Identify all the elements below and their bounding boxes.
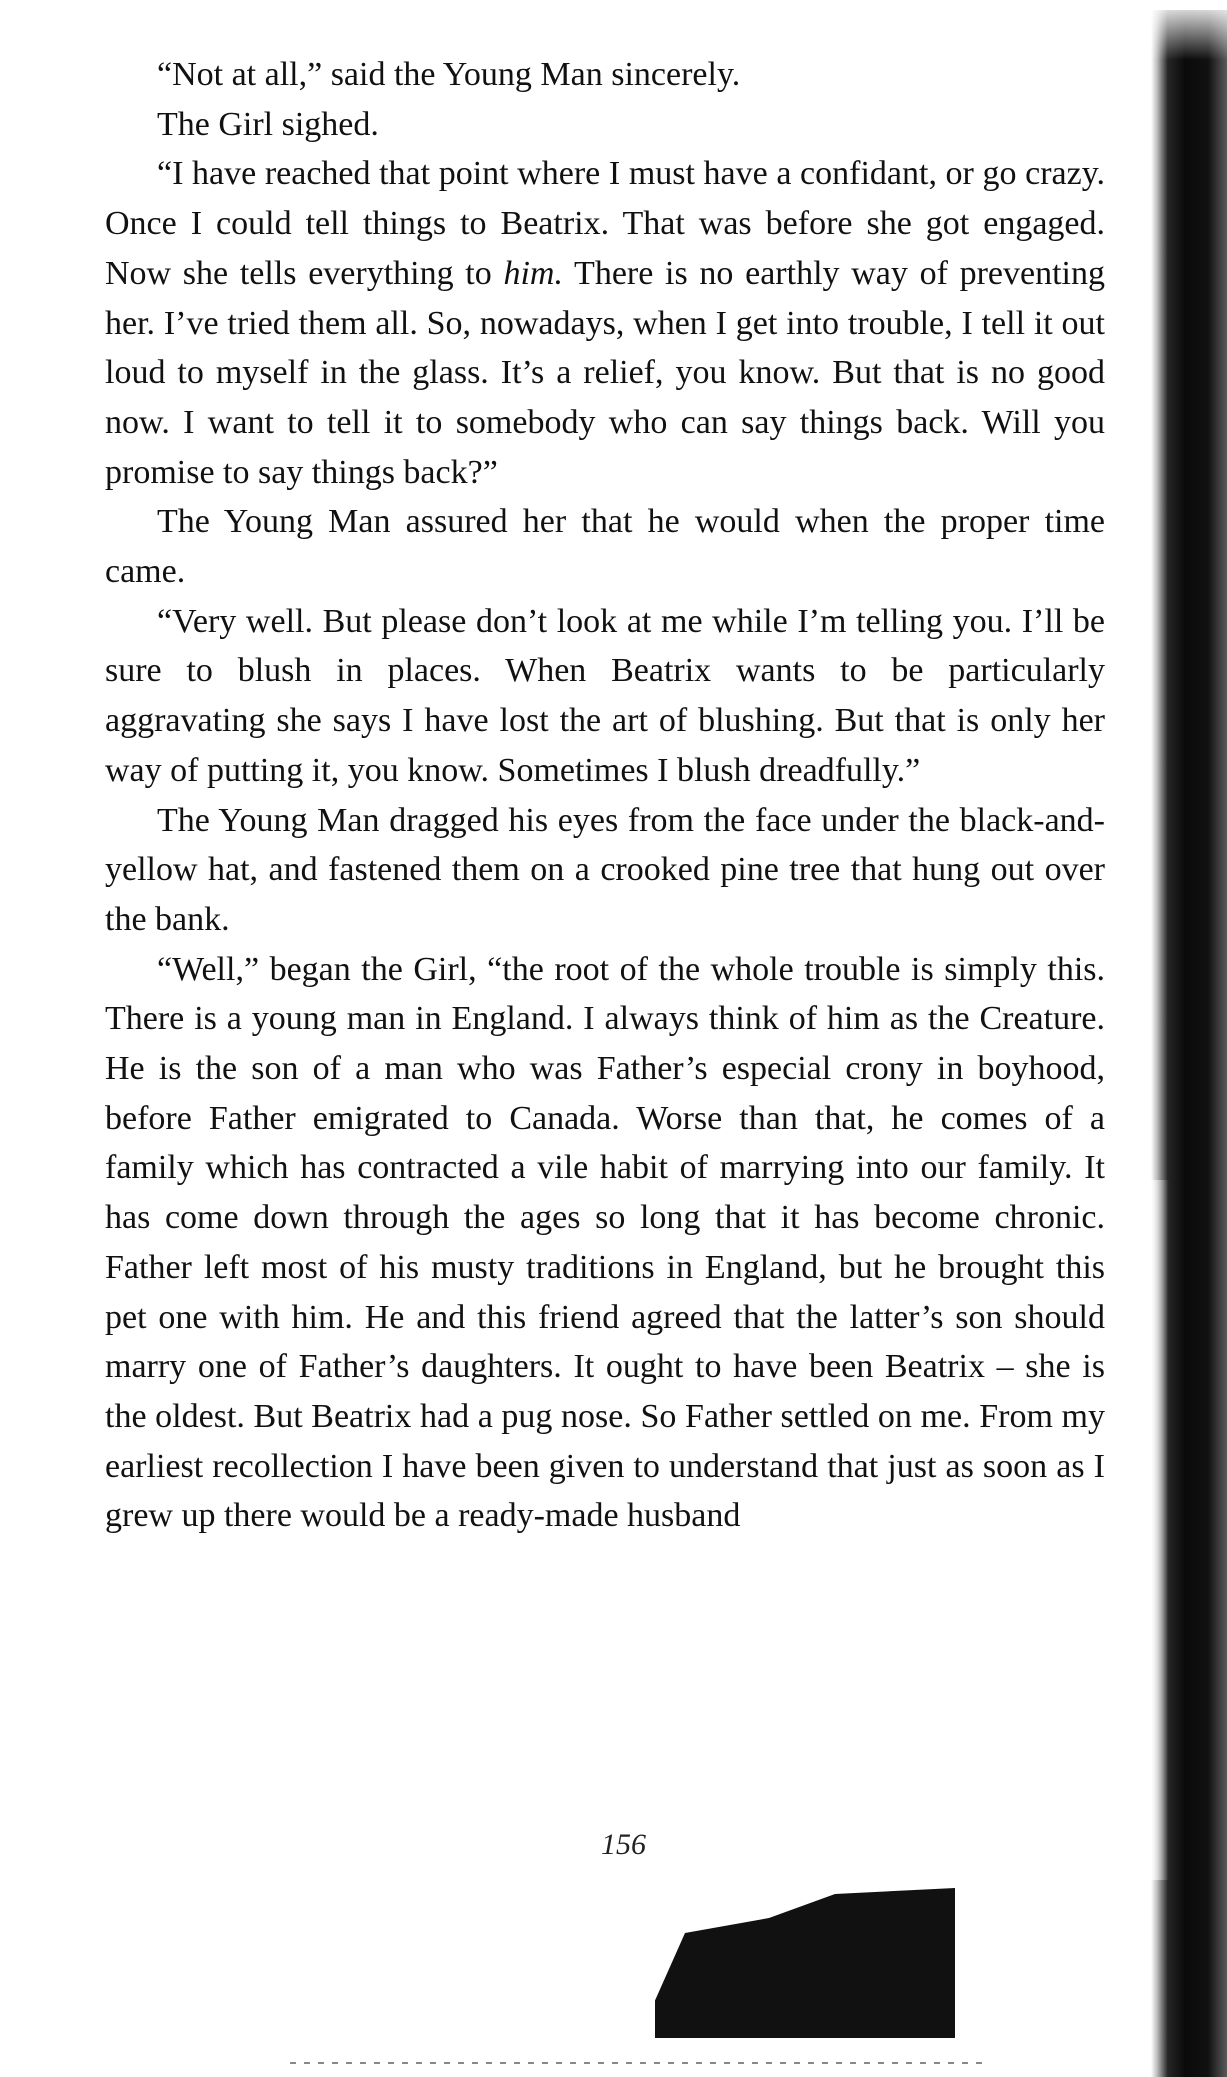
paragraph-3-emphasis: him.	[503, 254, 563, 292]
paragraph-3-text-rest: There is no earthly way of preventing her. I’ve tried them all. So, nowadays, when I get into trouble, I tell it out loud to myself in the glass. It’s a relief, you know. But that is no good now. I want to tell it to somebody who can say things back. Will you promise to say things back?”	[105, 254, 1105, 491]
scan-shadow-fade	[1151, 0, 1227, 60]
paragraph-2: The Girl sighed.	[157, 105, 379, 143]
paragraph-6: The Young Man dragged his eyes from the face under the black-and-yellow hat, and fastened them on a crooked pine tree that hung out over the bank.	[105, 801, 1105, 938]
page-number: 156	[601, 1828, 646, 1861]
scan-shadow-light-band	[1149, 1180, 1169, 1880]
paragraph-3	[105, 149, 1105, 497]
body-text	[105, 50, 1105, 1541]
scan-bottom-shadow	[655, 1888, 955, 2038]
scan-bottom-edge	[290, 2062, 990, 2064]
paragraph-1: “Not at all,” said the Young Man sincerely.	[157, 56, 741, 93]
paragraph-4: The Young Man assured her that he would when the proper time came.	[105, 503, 1105, 591]
paragraph-3-text: “I have reached that point where I must have a confidant, or go crazy. Once I could tell things to Beatrix. That was before she got engaged. Now she tells everything to	[105, 155, 1105, 292]
paragraph-5: “Very well. But please don’t look at me while I’m telling you. I’ll be sure to blush in places. When Beatrix wants to be particularly aggravating she says I have lost the art of blushing. But that is only her way of putting it, you know. Sometimes I blush dreadfully.”	[105, 602, 1105, 789]
paragraph-7: “Well,” began the Girl, “the root of the whole trouble is simply this. There is a young man in England. I always think of him as the Creature. He is the son of a man who was Father’s especial crony in boyhood, before Father emigrated to Canada. Worse than that, he comes of a family which has contracted a vile habit of marrying into our family. It has come down through the ages so long that it has become chronic. Father left most of his musty traditions in England, but he brought this pet one with him. He and this friend agreed that the latter’s son should marry one of Father’s daughters. It ought to have been Beatrix – she is the oldest. But Beatrix had a pug nose. So Father settled on me. From my earliest recollection I have been given to understand that just as soon as I grew up there would be a ready-made husband	[105, 950, 1105, 1535]
